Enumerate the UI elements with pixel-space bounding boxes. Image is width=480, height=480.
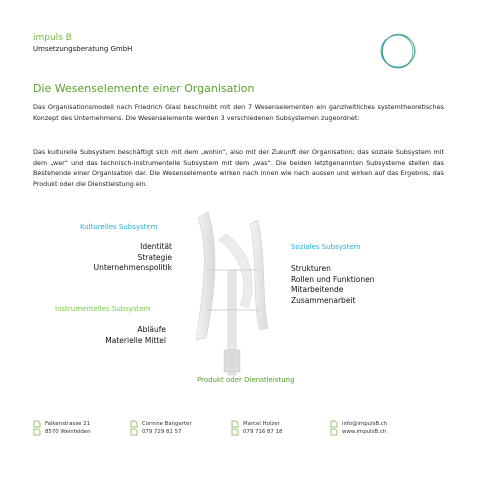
phone-icon	[130, 428, 138, 436]
list-item: Abläufe	[137, 325, 166, 334]
list-item: Identität	[140, 242, 172, 251]
list-item: Rollen und Funktionen	[291, 274, 375, 284]
footer-contact-bangerter: Corinne Bangerter 079 729 81 57	[142, 420, 192, 436]
kulturelles-items	[60, 242, 172, 274]
web-link[interactable]: www.impulsB.ch	[342, 429, 387, 435]
soziales-items	[291, 264, 411, 306]
contact-icon	[231, 420, 239, 428]
list-item: Mitarbeitende	[291, 285, 344, 294]
subsystem-paragraph: Das kulturelle Subsystem beschäftigt sich mit dem „wohin“, also mit der Zukunft der Organisation; das soziale Subsystem mit dem „wer“ und das technisch-instrumentelle Subsystem mit dem „was“. Die beiden letztgenannten Subsysteme stellen das Bestehende einer Organisation dar. Die Wesenselemente wirken nach innen wie nach aussen und wirken auf das Ergebnis, das Produkt oder die Dienstleistung ein.	[33, 148, 444, 188]
brand-name: impuls B	[33, 33, 72, 43]
contact-icon	[33, 428, 41, 436]
contact-icon	[33, 420, 41, 428]
logo-rings-icon	[378, 31, 418, 71]
list-item: Strategie	[137, 252, 172, 262]
list-item: Zusammenarbeit	[291, 295, 356, 305]
page-title: Die Wesenselemente einer Organisation	[33, 82, 255, 95]
email-icon	[330, 420, 338, 428]
email-link[interactable]: info@impulsB.ch	[342, 421, 388, 427]
footer-address: Falkenstrasse 21 8570 Weinfelden	[45, 420, 91, 436]
intro-paragraph: Das Organisationsmodell nach Friedrich Glasl beschreibt mit den 7 Wesenselementen ein ganzheitliches systemtheoretisches Konzept des Unternehmens. Die Wesenselemente werden 3 verschiedenen Subsystemen zugeordnet:	[33, 103, 444, 122]
contact-icon	[130, 420, 138, 428]
result-label: Produkt oder Dienstleistung	[197, 376, 295, 384]
instrumentelles-subsystem-label: Instrumentelles Subsystem	[55, 305, 151, 313]
kulturelles-subsystem-label: Kulturelles Subsystem	[80, 223, 158, 231]
footer-contact-holzer: Marcel Holzer 079 716 87 18	[243, 420, 282, 436]
list-item: Strukturen	[291, 264, 331, 273]
list-item: Materielle Mittel	[105, 335, 166, 345]
soziales-subsystem-label: Soziales Subsystem	[291, 243, 361, 251]
web-icon	[330, 428, 338, 436]
list-item: Unternehmenspolitik	[93, 263, 172, 272]
phone-icon	[231, 428, 239, 436]
wind-turbine-illustration	[170, 210, 290, 380]
brand-subtitle: Umsetzungsberatung GmbH	[33, 45, 133, 53]
footer-web	[342, 420, 387, 436]
instrumentelles-items	[60, 325, 166, 346]
